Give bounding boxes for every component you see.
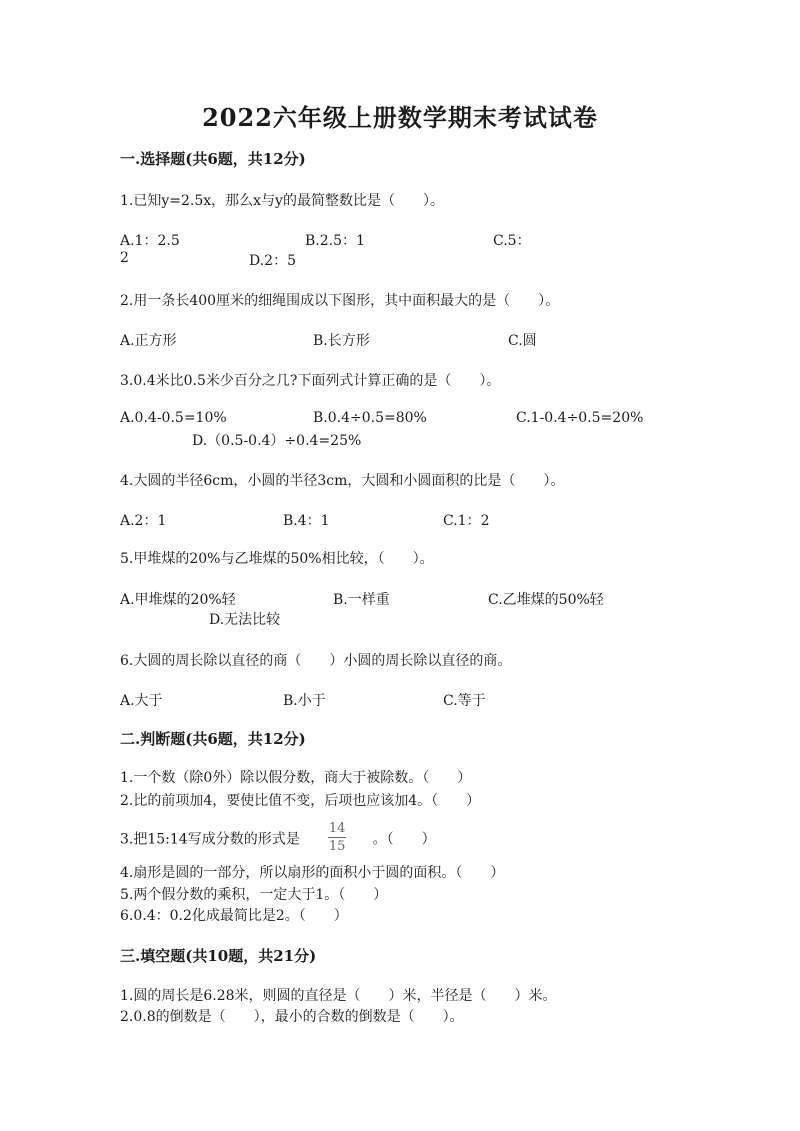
q1-option-c-cont: 2 (120, 250, 129, 266)
section-heading-fill: 三.填空题(共10题，共21分) (120, 947, 317, 965)
judge-3-text: 3.把15:14写成分数的形式是 (120, 831, 300, 848)
page-title: 2022六年级上册数学期末考试试卷 (202, 103, 598, 132)
judge-6: 6.0.4：0.2化成最简比是2。（ ） (120, 908, 348, 924)
q5-option-b: B.一样重 (333, 592, 390, 608)
q5-option-c: C.乙堆煤的50%轻 (488, 592, 604, 608)
fraction-14-15 (328, 821, 346, 854)
question-5: 5.甲堆煤的20%与乙堆煤的50%相比较，（ ）。 (120, 551, 434, 567)
judge-2: 2.比的前项加4，要使比值不变，后项也应该加4。（ ） (120, 793, 481, 809)
q3-option-b: B.0.4÷0.5=80% (313, 410, 427, 426)
q5-option-d: D.无法比较 (209, 612, 281, 628)
judge-3 (120, 823, 436, 856)
fraction-numerator: 14 (328, 821, 346, 836)
q4-option-c: C.1：2 (443, 513, 490, 529)
q1-option-d: D.2：5 (249, 253, 296, 269)
q1-option-a: A.1：2.5 (120, 233, 180, 249)
question-2: 2.用一条长400厘米的细绳围成以下图形，其中面积最大的是（ ）。 (120, 293, 560, 309)
judge-3-tail: 。（ ） (372, 831, 436, 848)
q3-option-d: D.（0.5-0.4）÷0.4=25% (192, 433, 362, 449)
q2-option-c: C.圆 (508, 333, 537, 349)
section-heading-judge: 二.判断题(共6题，共12分) (120, 730, 306, 748)
q2-option-b: B.长方形 (313, 333, 370, 349)
q3-option-c: C.1-0.4÷0.5=20% (516, 410, 644, 426)
q5-option-a: A.甲堆煤的20%轻 (120, 592, 236, 608)
question-4: 4.大圆的半径6cm，小圆的半径3cm，大圆和小圆面积的比是（ ）。 (120, 473, 565, 489)
q1-option-c: C.5： (493, 233, 531, 249)
q2-option-a: A.正方形 (120, 333, 177, 349)
q6-option-b: B.小于 (283, 693, 326, 709)
q6-option-a: A.大于 (120, 693, 163, 709)
q1-option-b: B.2.5：1 (305, 233, 365, 249)
section-heading-choice: 一.选择题(共6题，共12分) (120, 150, 306, 168)
fraction-denominator: 15 (328, 839, 346, 854)
q4-option-b: B.4：1 (283, 513, 330, 529)
fill-2: 2.0.8的倒数是（ ），最小的合数的倒数是（ ）。 (120, 1009, 464, 1025)
q4-option-a: A.2：1 (120, 513, 167, 529)
judge-4: 4.扇形是圆的一部分，所以扇形的面积小于圆的面积。（ ） (120, 865, 505, 881)
judge-1: 1.一个数（除0外）除以假分数，商大于被除数。（ ） (120, 770, 472, 786)
judge-5: 5.两个假分数的乘积，一定大于1。（ ） (120, 887, 388, 903)
q6-option-c: C.等于 (443, 693, 486, 709)
question-1: 1.已知y=2.5x，那么x与y的最简整数比是（ ）。 (120, 193, 444, 209)
q3-option-a: A.0.4-0.5=10% (120, 410, 227, 426)
fill-1: 1.圆的周长是6.28米，则圆的直径是（ ）米，半径是（ ）米。 (120, 988, 557, 1004)
question-6: 6.大圆的周长除以直径的商（ ）小圆的周长除以直径的商。 (120, 653, 512, 669)
fraction-bar (328, 837, 346, 838)
question-3: 3.0.4米比0.5米少百分之几?下面列式计算正确的是（ ）。 (120, 373, 501, 389)
